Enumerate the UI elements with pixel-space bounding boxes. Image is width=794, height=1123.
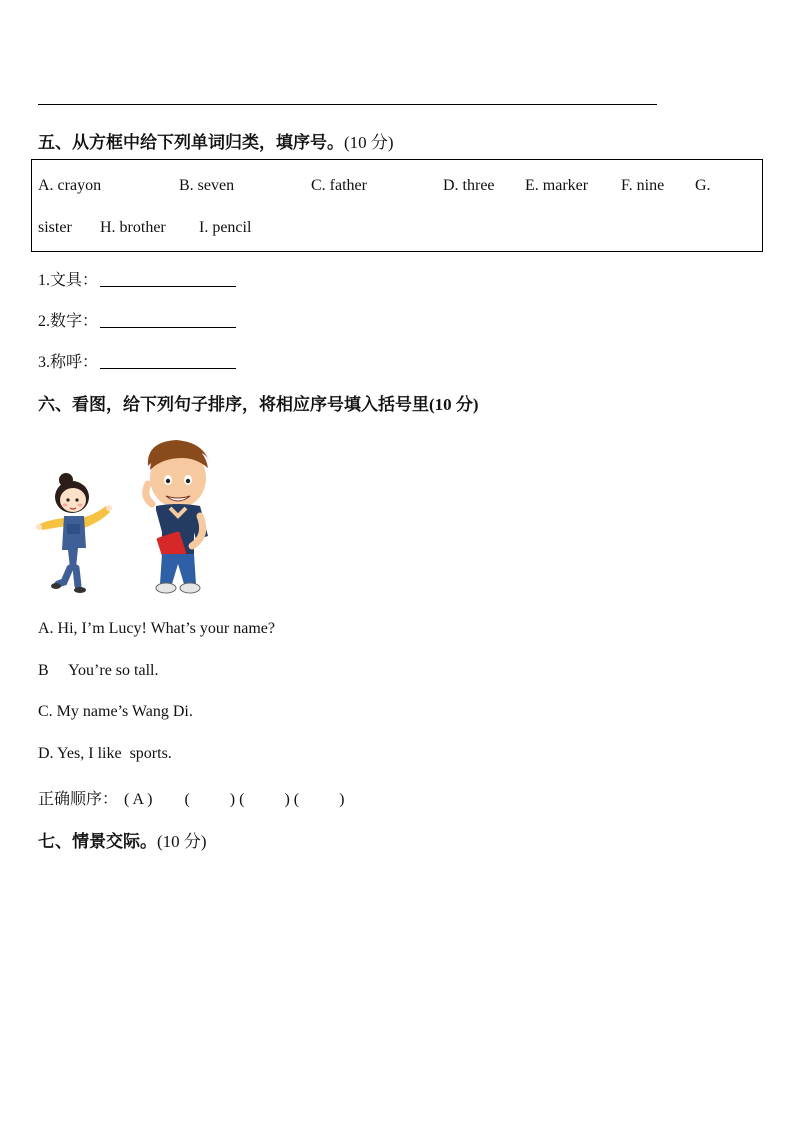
- section7-heading: [38, 827, 207, 852]
- word-item: F. nine: [621, 177, 665, 194]
- order-blank[interactable]: ( ): [293, 791, 345, 808]
- order-row: [38, 786, 344, 809]
- word-item: I. pencil: [199, 219, 252, 236]
- order-blank[interactable]: ( ): [184, 791, 236, 808]
- section5-score: (10 分): [344, 133, 394, 152]
- order-first: ( A ): [124, 791, 153, 808]
- section7-score: (10 分): [157, 832, 207, 851]
- answer-blank[interactable]: [100, 354, 236, 369]
- word-item: H. brother: [100, 219, 166, 236]
- word-item: sister: [38, 219, 72, 236]
- section6-title: 六、看图，给下列句子排序，将相应序号填入括号里: [38, 395, 429, 414]
- section6-score: (10 分): [429, 395, 479, 414]
- sentence-d: D. Yes, I like sports.: [38, 745, 172, 762]
- fill-line-stationery: [38, 267, 236, 290]
- answer-blank[interactable]: [100, 272, 236, 287]
- sentence-c: C. My name’s Wang Di.: [38, 703, 193, 720]
- word-item: D. three: [443, 177, 495, 194]
- sentence-a: A. Hi, I’m Lucy! What’s your name?: [38, 620, 275, 637]
- section5-heading: [38, 128, 394, 153]
- fill-line-titles: [38, 349, 236, 372]
- boy-figure-icon: [138, 436, 218, 596]
- fill-label: 1.文具：: [38, 272, 99, 289]
- sentence-b: B You’re so tall.: [38, 662, 159, 679]
- word-item: A. crayon: [38, 177, 102, 194]
- order-label: 正确顺序：: [38, 791, 119, 808]
- word-box: [31, 159, 763, 252]
- section5-title: 五、从方框中给下列单词归类，填序号。: [38, 133, 344, 152]
- girl-figure-icon: [34, 470, 116, 594]
- top-rule: [38, 104, 657, 105]
- answer-blank[interactable]: [100, 313, 236, 328]
- word-item: C. father: [311, 177, 367, 194]
- section6-heading: [38, 390, 479, 415]
- word-item: B. seven: [179, 177, 235, 194]
- fill-label: 2.数字：: [38, 313, 99, 330]
- word-item: E. marker: [525, 177, 589, 194]
- order-blank[interactable]: ( ): [239, 791, 290, 808]
- word-item: G.: [695, 177, 711, 194]
- fill-label: 3.称呼：: [38, 354, 99, 371]
- fill-line-numbers: [38, 308, 236, 331]
- section7-title: 七、情景交际。: [38, 832, 157, 851]
